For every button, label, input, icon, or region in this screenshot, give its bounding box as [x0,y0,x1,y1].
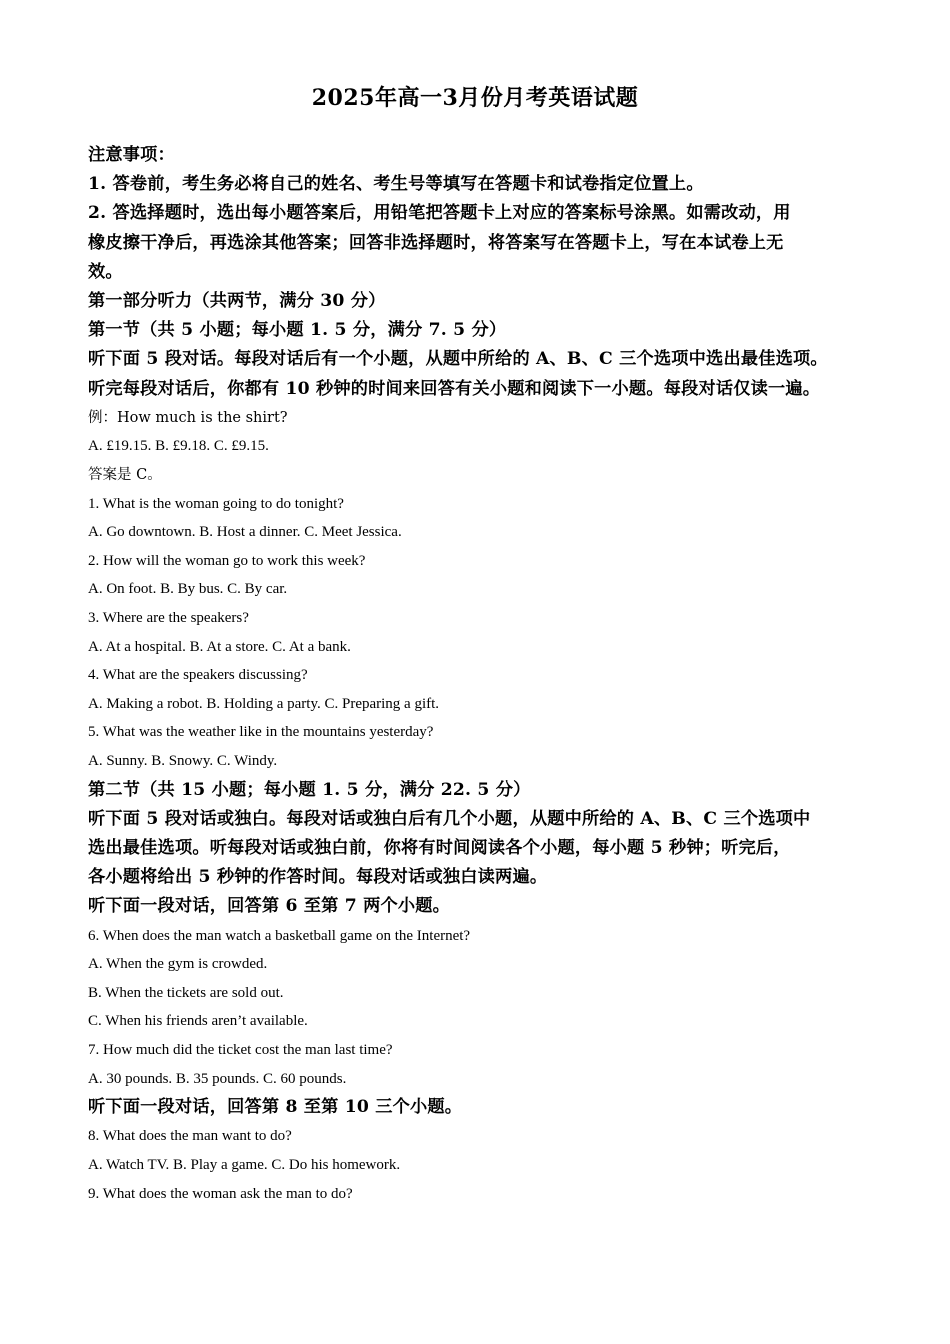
instruction-line: 1. 答卷前，考生务必将自己的姓名、考生号等填写在答题卡和试卷指定位置上。 [88,174,704,195]
instruction-line: 听完每段对话后，你都有 10 秒钟的时间来回答有关小题和阅读下一小题。每段对话仅读一遍。 [88,378,821,399]
question-line: A. Watch TV. B. Play a game. C. Do his homework. [88,1156,401,1173]
instruction-line: 第一部分听力（共两节，满分 30 分） [88,291,386,312]
question-line: 7. How much did the ticket cost the man last time? [88,1041,393,1058]
instruction-line: 选出最佳选项。听每段对话或独白前，你将有时间阅读各个小题，每小题 5 秒钟；听完后， [88,837,791,858]
question-line: 5. What was the weather like in the mountains yesterday? [88,724,434,741]
instruction-line: 橡皮擦干净后，再选涂其他答案；回答非选择题时，将答案写在答题卡上，写在本试卷上无 [88,232,784,253]
question-line: 答案是 C。 [88,467,162,484]
instruction-line: 听下面一段对话，回答第 6 至第 7 两个小题。 [88,896,451,917]
question-line: A. At a hospital. B. At a store. C. At a bank. [88,638,351,655]
instruction-line: 第二节（共 15 小题；每小题 1. 5 分，满分 22. 5 分） [88,779,531,800]
question-line: C. When his friends aren’t available. [88,1013,308,1030]
question-line: A. When the gym is crowded. [88,956,268,973]
instruction-line: 各小题将给出 5 秒钟的作答时间。每段对话或独白读两遍。 [88,867,548,888]
instruction-line: 听下面 5 段对话或独白。每段对话或独白后有几个小题，从题中所给的 A、B、C 三个选项中 [88,808,811,829]
question-line: A. £19.15. B. £9.18. C. £9.15. [88,438,269,455]
instruction-line: 效。 [88,261,123,282]
page-title: 2025年高一3月份月考英语试题 [311,85,639,111]
question-line: B. When the tickets are sold out. [88,984,284,1001]
question-line: A. Making a robot. B. Holding a party. C. Preparing a gift. [88,695,440,712]
instruction-line: 第一节（共 5 小题；每小题 1. 5 分，满分 7. 5 分） [88,320,507,341]
question-line: 1. What is the woman going to do tonight? [88,495,344,512]
question-line: 6. When does the man watch a basketball game on the Internet? [88,927,471,944]
instruction-line: 2. 答选择题时，选出每小题答案后，用铅笔把答题卡上对应的答案标号涂黑。如需改动，用 [88,203,791,224]
question-line: 3. Where are the speakers? [88,609,249,626]
question-line: A. On foot. B. By bus. C. By car. [88,581,288,598]
question-line: 例：How much is the shirt? [88,409,288,426]
question-line: A. Sunny. B. Snowy. C. Windy. [88,752,278,769]
instruction-line: 听下面 5 段对话。每段对话后有一个小题，从题中所给的 A、B、C 三个选项中选出最佳选项。 [88,349,828,370]
question-line: 8. What does the man want to do? [88,1128,292,1145]
question-line: 2. How will the woman go to work this week? [88,552,366,569]
exam-content [88,141,888,1208]
question-line: A. 30 pounds. B. 35 pounds. C. 60 pounds. [88,1070,347,1087]
question-line: 4. What are the speakers discussing? [88,667,308,684]
question-line: A. Go downtown. B. Host a dinner. C. Meet Jessica. [88,524,402,541]
question-line: 9. What does the woman ask the man to do? [88,1185,353,1202]
instruction-line: 注意事项： [88,145,175,165]
instruction-line: 听下面一段对话，回答第 8 至第 10 三个小题。 [88,1097,463,1118]
